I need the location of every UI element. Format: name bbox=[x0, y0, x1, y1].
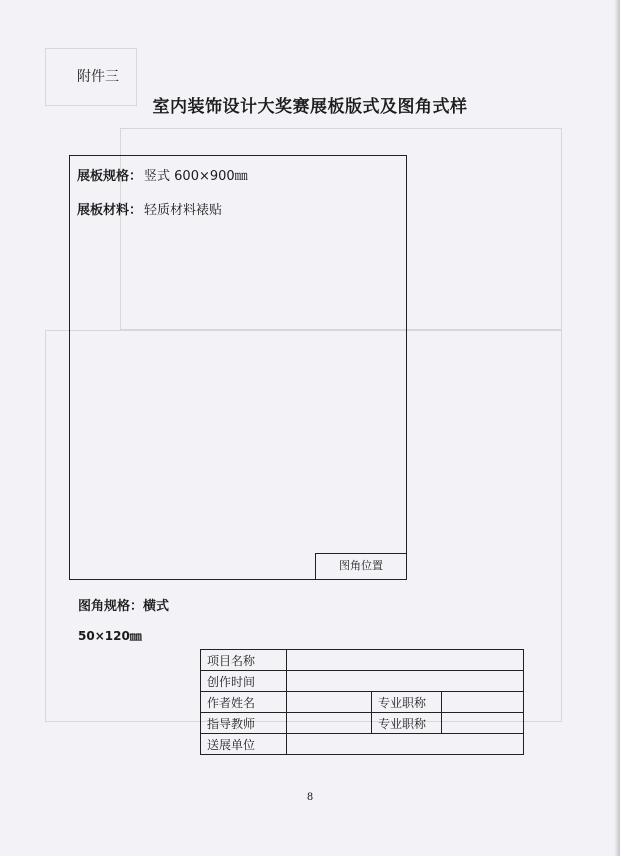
appendix-label: 附件三 bbox=[77, 69, 119, 85]
table-row bbox=[201, 692, 524, 713]
table-row bbox=[201, 671, 524, 692]
table-row bbox=[201, 713, 524, 734]
corner-spec-value: 横式 bbox=[143, 599, 170, 614]
board-spec-line bbox=[77, 165, 248, 184]
table-row bbox=[201, 734, 524, 755]
corner-info-table bbox=[200, 649, 524, 755]
corner-position-box: 图角位置 bbox=[315, 553, 407, 580]
row-value-advisor bbox=[287, 713, 372, 734]
scan-edge-shadow bbox=[614, 0, 620, 856]
board-spec-label: 展板规格： bbox=[77, 169, 143, 184]
corner-spec-line bbox=[78, 595, 169, 614]
row-label-advisor: 指导教师 bbox=[201, 713, 287, 734]
board-material-label: 展板材料： bbox=[77, 203, 143, 218]
board-material-value: 轻质材料裱贴 bbox=[144, 203, 223, 218]
row-value-author-name bbox=[287, 692, 372, 713]
page-title: 室内装饰设计大奖赛展板版式及图角式样 bbox=[152, 97, 468, 117]
row-value-advisor-title bbox=[442, 713, 524, 734]
row-value-project-name bbox=[287, 650, 524, 671]
board-spec-value: 竖式 600×900㎜ bbox=[144, 169, 248, 184]
row-label-submitting-unit: 送展单位 bbox=[201, 734, 287, 755]
row-value-author-title bbox=[442, 692, 524, 713]
row-label-advisor-title: 专业职称 bbox=[372, 713, 442, 734]
row-label-author-name: 作者姓名 bbox=[201, 692, 287, 713]
row-value-creation-time bbox=[287, 671, 524, 692]
table-row bbox=[201, 650, 524, 671]
row-value-submitting-unit bbox=[287, 734, 524, 755]
page-number: 8 bbox=[306, 792, 314, 803]
row-label-creation-time: 创作时间 bbox=[201, 671, 287, 692]
corner-spec-label: 图角规格： bbox=[78, 599, 144, 614]
corner-size: 50×120㎜ bbox=[78, 629, 142, 643]
row-label-author-title: 专业职称 bbox=[372, 692, 442, 713]
board-material-line bbox=[77, 199, 222, 218]
board-layout-frame bbox=[69, 155, 407, 580]
row-label-project-name: 项目名称 bbox=[201, 650, 287, 671]
